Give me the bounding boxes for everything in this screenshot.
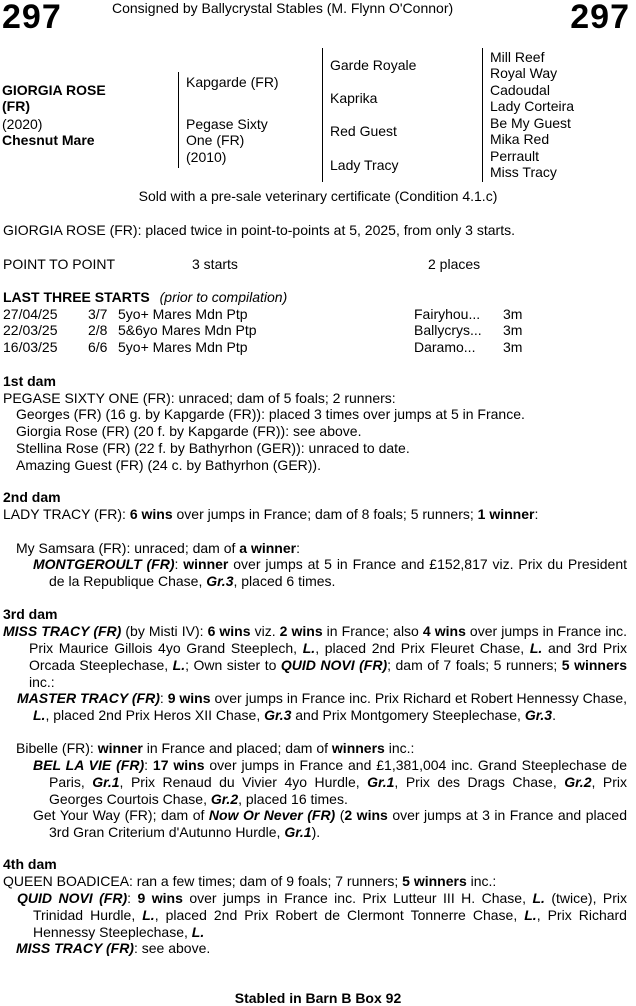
text: : [159, 690, 168, 706]
record-places: 2 places [428, 256, 481, 272]
text: Gr.2 [210, 791, 239, 807]
horse-year: (2020) [2, 116, 43, 132]
start-date: 27/04/25 [3, 306, 58, 322]
text: L. [191, 924, 205, 940]
pedigree-gen3-6: Mika Red [490, 131, 550, 147]
start-distance: 3m [503, 306, 523, 322]
text: L. [529, 640, 543, 656]
third-dam-bel-la-vie [3, 757, 627, 808]
text: 1 winner [477, 506, 535, 522]
start-race: 5yo+ Mares Mdn Ptp [118, 306, 248, 322]
text: QUEEN BOADICEA: ran a few times; dam of 9 foals; 7 runners; [3, 873, 403, 889]
text: over jumps in France inc. Prix Lutteur III H. Chase, [182, 890, 533, 906]
start-course: Daramo... [414, 339, 476, 355]
text: : [534, 506, 539, 522]
second-dam-produce [3, 540, 627, 557]
text: Gr.1 [367, 774, 395, 790]
horse-country: (FR) [2, 98, 30, 114]
text: , placed 2nd Prix Fleuret Chase, [315, 640, 530, 656]
text: Gr.2 [564, 774, 592, 790]
text: Gr.1 [92, 774, 120, 790]
pedigree-gen3-1: Mill Reef [490, 49, 545, 65]
text: : [127, 890, 138, 906]
text: winners [331, 740, 385, 756]
start-position: 6/6 [88, 339, 108, 355]
fourth-dam-quid-novi [3, 890, 627, 941]
text: over jumps in France and £1,381,004 inc. Grand Steeplechase de Paris, [49, 757, 627, 790]
text: viz. [250, 623, 280, 639]
vet-certificate: Sold with a pre-sale veterinary certificate (Condition 4.1.c) [138, 188, 498, 204]
text: over jumps at 3 in France and placed 3rd Gran Criterium d'Autunno Hurdle, [49, 807, 627, 840]
text: : [174, 556, 184, 572]
record-starts: 3 starts [192, 256, 238, 272]
text: Get Your Way (FR); dam of [33, 807, 209, 823]
horse-colour-sex: Chesnut Mare [2, 132, 95, 148]
text: QUID NOVI (FR) [280, 657, 388, 673]
lot-number-left: 297 [2, 0, 62, 36]
pedigree-gen2-4: Lady Tracy [330, 157, 399, 173]
text: winner [97, 740, 143, 756]
pedigree-gen2-2: Kaprika [330, 90, 378, 106]
text: (by Misti IV): [121, 623, 208, 639]
text: , Prix Renaud du Vivier 4yo Hurdle, [119, 774, 368, 790]
first-dam-foal: Georges (FR) (16 g. by Kapgarde (FR)): placed 3 times over jumps at 5 in France. [16, 406, 525, 422]
text: MISS TRACY (FR) [16, 940, 134, 956]
text: over jumps in France inc. Prix Richard et Robert Hennessy Chase, [210, 690, 628, 706]
text: . [552, 707, 556, 723]
text: inc.: [466, 873, 497, 889]
text: 6 wins [207, 623, 251, 639]
record-label: POINT TO POINT [3, 256, 116, 272]
start-race: 5yo+ Mares Mdn Ptp [118, 339, 248, 355]
third-dam-bibelle [3, 740, 627, 757]
text: My Samsara (FR): unraced; dam of [16, 540, 240, 556]
first-dam-heading: 1st dam [3, 373, 56, 389]
third-dam-get-your-way [3, 807, 627, 841]
text: over jumps at 5 in France and £152,817 viz. Prix du President de la Republique Chase, [49, 556, 628, 589]
text: 17 wins [152, 757, 205, 773]
text: inc.: [384, 740, 415, 756]
start-position: 2/8 [88, 322, 108, 338]
pedigree-dam-line2: One (FR) [186, 132, 245, 148]
text: QUID NOVI (FR) [17, 890, 128, 906]
stabling-footer: Stabled in Barn B Box 92 [234, 990, 402, 1006]
text: Gr.1 [284, 824, 312, 840]
text: 5 winners [402, 873, 467, 889]
text: 4 wins [422, 623, 466, 639]
third-dam-main [3, 623, 627, 691]
text: over jumps in France inc. Prix Maurice Gillois 4yo Grand Steeplech, [29, 623, 628, 656]
text: inc.: [29, 674, 55, 690]
start-distance: 3m [503, 322, 523, 338]
pedigree-gen3-5: Be My Guest [490, 115, 571, 131]
second-dam-heading: 2nd dam [3, 489, 61, 505]
race-summary: GIORGIA ROSE (FR): placed twice in point-to-points at 5, 2025, from only 3 starts. [3, 222, 515, 238]
text: , Prix Richard Hennessy Steeplechase, [33, 907, 627, 940]
fourth-dam-miss-tracy [16, 940, 210, 956]
text: L. [172, 657, 186, 673]
text: L. [532, 890, 545, 906]
text: , Prix Georges Courtois Chase, [49, 774, 627, 807]
last-starts-note: (prior to compilation) [159, 289, 288, 305]
text: Now Or Never (FR) [208, 807, 336, 823]
pedigree-gen3-7: Perrault [490, 148, 540, 164]
pedigree-bracket-3 [482, 48, 483, 182]
pedigree-bracket-1 [178, 72, 179, 168]
text: , placed 2nd Prix Robert de Clermont Tonnerre Chase, [154, 907, 525, 923]
text: , placed 6 times. [233, 573, 336, 589]
pedigree-gen2-1: Garde Royale [330, 57, 417, 73]
text: MONTGEROULT (FR) [33, 556, 175, 572]
pedigree-gen3-2: Royal Way [490, 65, 558, 81]
start-course: Ballycrys... [414, 322, 482, 338]
first-dam-foal: Stellina Rose (FR) (22 f. by Bathyrhon (GER)): unraced to date. [16, 440, 410, 456]
text: BEL LA VIE (FR) [33, 757, 145, 773]
text: over jumps in France; dam of 8 foals; 5 runners; [172, 506, 478, 522]
text: MISS TRACY (FR) [3, 623, 122, 639]
text: Gr.3 [264, 707, 292, 723]
text: Gr.3 [206, 573, 234, 589]
text: L. [524, 907, 537, 923]
text: (twice), Prix Trinidad Hurdle, [33, 890, 628, 923]
third-dam-heading: 3rd dam [3, 606, 58, 622]
text: L. [142, 907, 155, 923]
start-race: 5&6yo Mares Mdn Ptp [118, 322, 257, 338]
text: : [144, 757, 153, 773]
text: 5 winners [561, 657, 627, 673]
text: 2 wins [279, 623, 323, 639]
text: in France; also [322, 623, 423, 639]
start-position: 3/7 [88, 306, 108, 322]
pedigree-gen3-3: Cadoudal [490, 82, 550, 98]
text: winner [183, 556, 229, 572]
pedigree-dam-line1: Pegase Sixty [186, 116, 268, 132]
second-dam-main [3, 506, 627, 523]
consignor: Consigned by Ballycrystal Stables (M. Flynn O'Connor) [112, 0, 454, 16]
first-dam-foal: Giorgia Rose (FR) (20 f. by Kapgarde (FR)): see above. [16, 423, 362, 439]
text: , placed 2nd Prix Heros XII Chase, [45, 707, 265, 723]
start-course: Fairyhou... [414, 306, 481, 322]
horse-name: GIORGIA ROSE [2, 82, 106, 98]
text: and 3rd Prix Orcada Steeplechase, [29, 640, 628, 673]
text: : [296, 540, 300, 556]
last-starts-heading: LAST THREE STARTS [3, 289, 150, 305]
text: L. [33, 707, 46, 723]
first-dam-main: PEGASE SIXTY ONE (FR): unraced; dam of 5 foals; 2 runners: [3, 390, 396, 406]
text: Gr.3 [524, 707, 553, 723]
fourth-dam-heading: 4th dam [3, 856, 57, 872]
lot-number-right: 297 [570, 0, 630, 36]
pedigree-gen2-3: Red Guest [330, 123, 397, 139]
text: 9 wins [137, 890, 183, 906]
text: L. [302, 640, 316, 656]
text: ( [335, 807, 345, 823]
second-dam-winner [3, 556, 627, 590]
text: MASTER TRACY (FR) [17, 690, 160, 706]
start-date: 22/03/25 [3, 322, 58, 338]
text: : see above. [133, 940, 211, 956]
third-dam-master-tracy [3, 690, 627, 724]
pedigree-gen3-4: Lady Corteira [490, 98, 575, 114]
text: ). [311, 824, 321, 840]
fourth-dam-main [3, 873, 496, 889]
text: 6 wins [129, 506, 173, 522]
text: , Prix des Drags Chase, [394, 774, 565, 790]
text: and Prix Montgomery Steeplechase, [291, 707, 525, 723]
text: LADY TRACY (FR): [3, 506, 130, 522]
text: a winner [239, 540, 297, 556]
text: 9 wins [167, 690, 211, 706]
pedigree-gen3-8: Miss Tracy [490, 164, 557, 180]
text: ; Own sister to [185, 657, 281, 673]
pedigree-dam-line3: (2010) [186, 149, 227, 165]
text: 2 wins [344, 807, 388, 823]
first-dam-foal: Amazing Guest (FR) (24 c. by Bathyrhon (GER)). [16, 457, 321, 473]
last-starts-heading-row [3, 289, 287, 305]
pedigree-sire: Kapgarde (FR) [186, 74, 279, 90]
text: , placed 16 times. [238, 791, 348, 807]
start-date: 16/03/25 [3, 339, 58, 355]
pedigree-bracket-2 [322, 48, 323, 182]
text: Bibelle (FR): [16, 740, 98, 756]
text: in France and placed; dam of [142, 740, 332, 756]
text: ; dam of 7 foals; 5 runners; [387, 657, 562, 673]
start-distance: 3m [503, 339, 523, 355]
